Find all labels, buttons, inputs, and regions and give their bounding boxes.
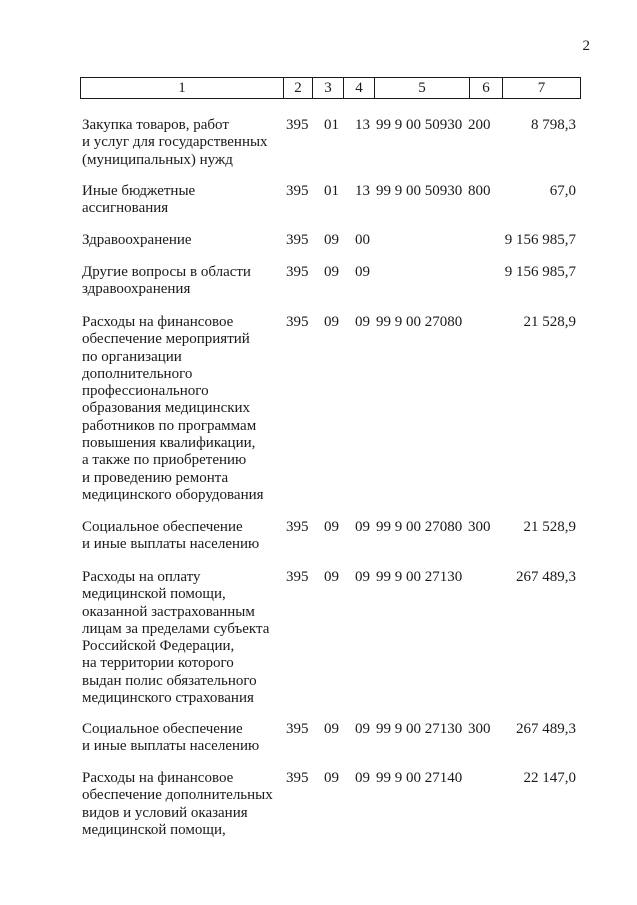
pr-code: 09 — [355, 569, 370, 585]
rz-code: 09 — [324, 519, 339, 535]
page-number: 2 — [582, 38, 590, 54]
csr-code: 99 9 00 50930 — [376, 117, 463, 133]
name-line: (муниципальных) нужд — [82, 151, 233, 168]
name-line: и иные выплаты населению — [82, 536, 260, 553]
name-line: Социальное обеспечение — [82, 721, 243, 737]
name-line: лицам за пределами субъекта — [82, 620, 270, 637]
rz-code: 01 — [324, 117, 339, 133]
ved-code: 395 — [286, 232, 309, 248]
name-line: медицинской помощи, — [82, 586, 226, 603]
pr-code: 09 — [355, 314, 370, 330]
rz-code: 09 — [324, 232, 339, 248]
header-col-2: 2 — [284, 78, 313, 99]
ved-code: 395 — [286, 264, 309, 280]
ved-code: 395 — [286, 519, 309, 535]
name-line: по организации — [82, 348, 182, 365]
row-name — [82, 721, 278, 756]
amount: 9 156 985,7 — [504, 232, 576, 248]
ved-code: 395 — [286, 183, 309, 199]
row-name — [82, 117, 278, 169]
vr-code: 800 — [468, 183, 491, 199]
header-col-7: 7 — [503, 78, 581, 99]
ved-code: 395 — [286, 117, 309, 133]
row-name — [82, 770, 278, 839]
rz-code: 09 — [324, 770, 339, 786]
csr-code: 99 9 00 50930 — [376, 183, 463, 199]
name-line: Иные бюджетные — [82, 183, 196, 199]
amount: 67,0 — [549, 183, 576, 199]
amount: 21 528,9 — [523, 314, 576, 330]
rz-code: 01 — [324, 183, 339, 199]
name-line: Расходы на финансовое — [82, 314, 234, 330]
csr-code: 99 9 00 27130 — [376, 569, 463, 585]
ved-code: 395 — [286, 569, 309, 585]
csr-code: 99 9 00 27140 — [376, 770, 463, 786]
name-line: образования медицинских — [82, 400, 251, 417]
name-line: и проведению ремонта — [82, 469, 229, 486]
pr-code: 00 — [355, 232, 370, 248]
name-line: профессионального — [82, 383, 209, 400]
row-name — [82, 232, 278, 249]
rz-code: 09 — [324, 569, 339, 585]
name-line: Другие вопросы в области — [82, 264, 251, 280]
pr-code: 09 — [355, 264, 370, 280]
name-line: обеспечение дополнительных — [82, 787, 273, 804]
header-col-3: 3 — [313, 78, 344, 99]
amount: 8 798,3 — [531, 117, 576, 133]
header-col-1: 1 — [81, 78, 284, 99]
amount: 9 156 985,7 — [504, 264, 576, 280]
pr-code: 09 — [355, 519, 370, 535]
name-line: Закупка товаров, работ — [82, 117, 229, 133]
name-line: Расходы на оплату — [82, 569, 201, 585]
pr-code: 13 — [355, 183, 370, 199]
csr-code: 99 9 00 27080 — [376, 519, 463, 535]
ved-code: 395 — [286, 721, 309, 737]
name-line: работников по программам — [82, 417, 257, 434]
pr-code: 09 — [355, 770, 370, 786]
name-line: здравоохранения — [82, 281, 191, 298]
header-col-4: 4 — [344, 78, 375, 99]
column-header-table — [80, 77, 581, 99]
ved-code: 395 — [286, 770, 309, 786]
name-line: дополнительного — [82, 365, 193, 382]
vr-code: 200 — [468, 117, 491, 133]
row-name — [82, 183, 278, 218]
csr-code: 99 9 00 27130 — [376, 721, 463, 737]
name-line: оказанной застрахованным — [82, 603, 255, 620]
name-line: медицинской помощи, — [82, 821, 226, 838]
amount: 22 147,0 — [523, 770, 576, 786]
name-line: медицинского страхования — [82, 690, 254, 707]
csr-code: 99 9 00 27080 — [376, 314, 463, 330]
amount: 267 489,3 — [516, 569, 576, 585]
name-line: и услуг для государственных — [82, 134, 268, 151]
header-col-5: 5 — [375, 78, 470, 99]
ved-code: 395 — [286, 314, 309, 330]
name-line: ассигнования — [82, 200, 169, 217]
rz-code: 09 — [324, 314, 339, 330]
name-line: видов и условий оказания — [82, 804, 248, 821]
name-line: а также по приобретению — [82, 452, 247, 469]
name-line: и иные выплаты населению — [82, 738, 260, 755]
header-col-6: 6 — [470, 78, 503, 99]
name-line: обеспечение мероприятий — [82, 331, 250, 348]
rz-code: 09 — [324, 264, 339, 280]
name-line: Социальное обеспечение — [82, 519, 243, 535]
row-name — [82, 519, 278, 554]
name-line: повышения квалификации, — [82, 435, 256, 452]
name-line: Российской Федерации, — [82, 638, 235, 655]
vr-code: 300 — [468, 519, 491, 535]
amount: 21 528,9 — [523, 519, 576, 535]
pr-code: 13 — [355, 117, 370, 133]
name-line: Расходы на финансовое — [82, 770, 234, 786]
row-name — [82, 314, 278, 504]
row-name — [82, 569, 278, 707]
name-line: Здравоохранение — [82, 232, 192, 248]
amount: 267 489,3 — [516, 721, 576, 737]
name-line: на территории которого — [82, 655, 234, 672]
row-name — [82, 264, 278, 299]
name-line: выдан полис обязательного — [82, 672, 257, 689]
pr-code: 09 — [355, 721, 370, 737]
rz-code: 09 — [324, 721, 339, 737]
vr-code: 300 — [468, 721, 491, 737]
name-line: медицинского оборудования — [82, 486, 264, 503]
